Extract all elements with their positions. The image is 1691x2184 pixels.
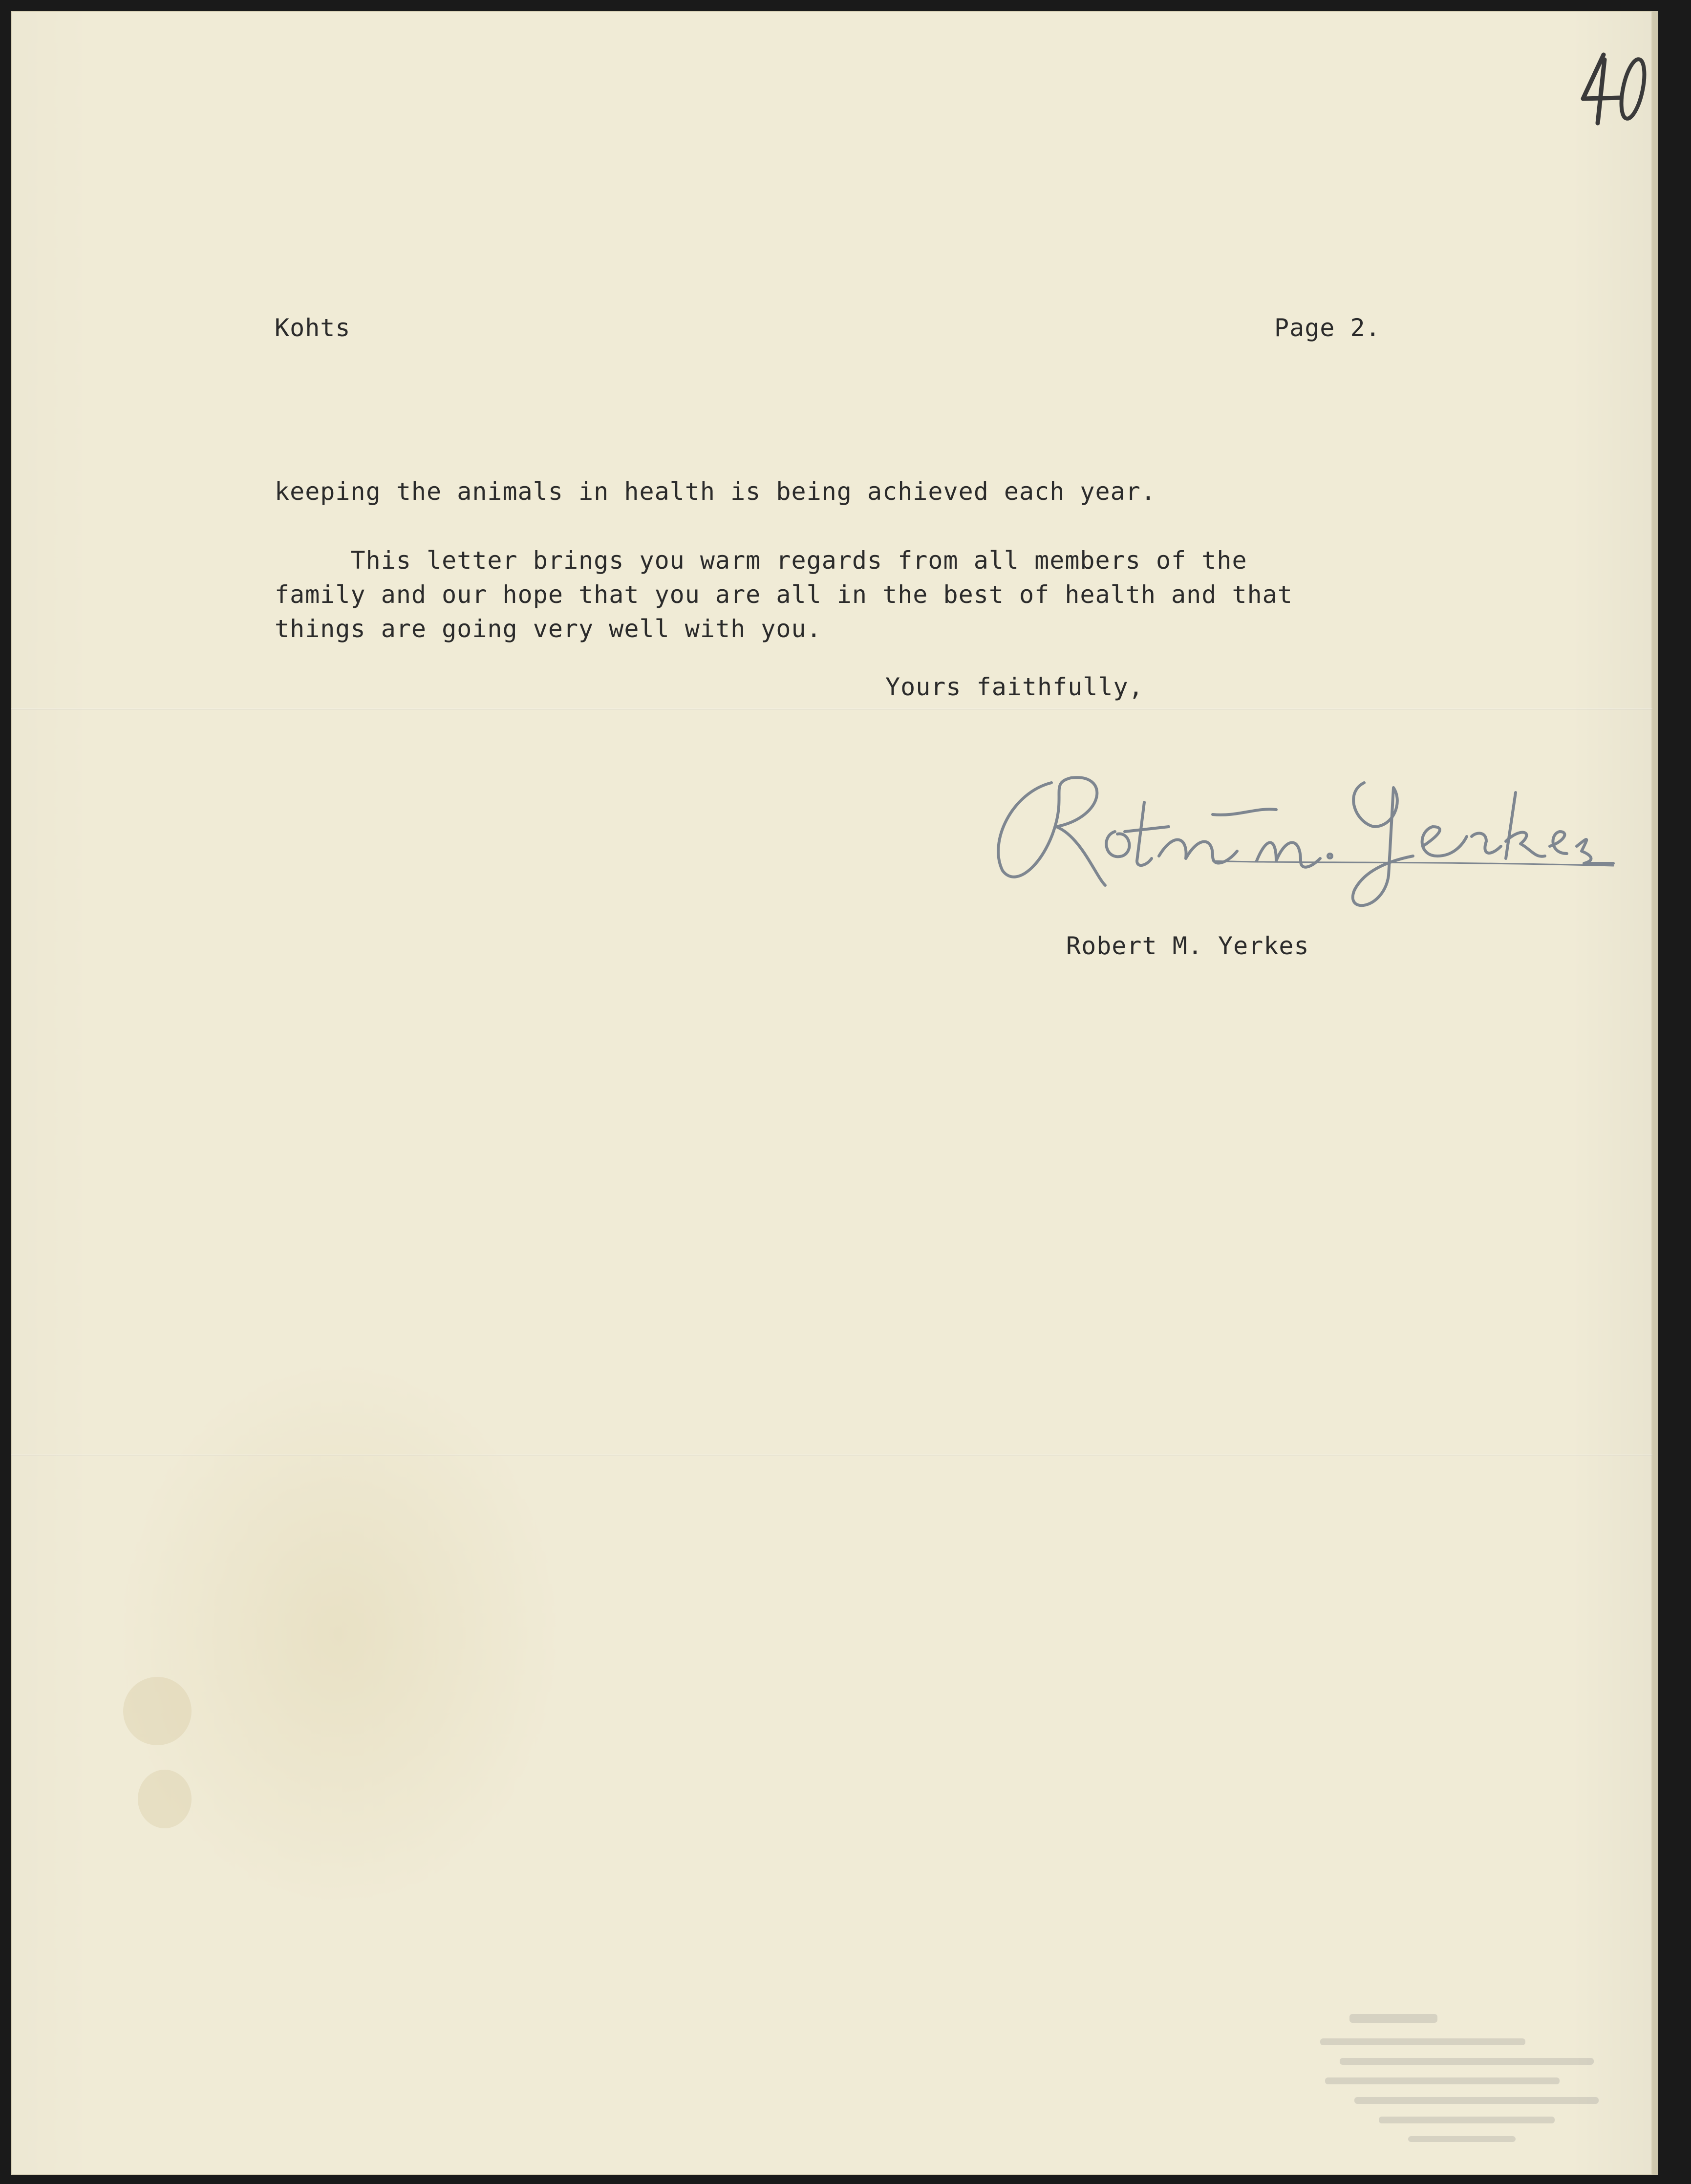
folio-number-handwritten bbox=[1574, 45, 1648, 128]
page-edge bbox=[1652, 11, 1658, 2175]
page-number-header: Page 2. bbox=[1274, 314, 1381, 342]
letter-page bbox=[11, 11, 1652, 2175]
archive-stamp bbox=[1310, 2004, 1623, 2156]
handwritten-signature bbox=[983, 763, 1618, 920]
body-paragraph-2 bbox=[275, 543, 1293, 646]
paper-fold-line bbox=[11, 1455, 1652, 1456]
typed-signature-name: Robert M. Yerkes bbox=[1066, 932, 1309, 960]
paper-fold-line bbox=[11, 708, 1652, 710]
body-paragraph-2-line: things are going very well with you. bbox=[275, 615, 822, 643]
recipient-header: Kohts bbox=[275, 314, 351, 342]
body-paragraph-2-line: family and our hope that you are all in the best of health and that bbox=[275, 580, 1293, 609]
body-paragraph-2-line: This letter brings you warm regards from all members of the bbox=[275, 546, 1247, 575]
valediction: Yours faithfully, bbox=[885, 673, 1144, 701]
paper-stain bbox=[123, 1677, 192, 1745]
paper-stain bbox=[138, 1770, 192, 1828]
body-paragraph-1: keeping the animals in health is being achieved each year. bbox=[275, 477, 1156, 506]
